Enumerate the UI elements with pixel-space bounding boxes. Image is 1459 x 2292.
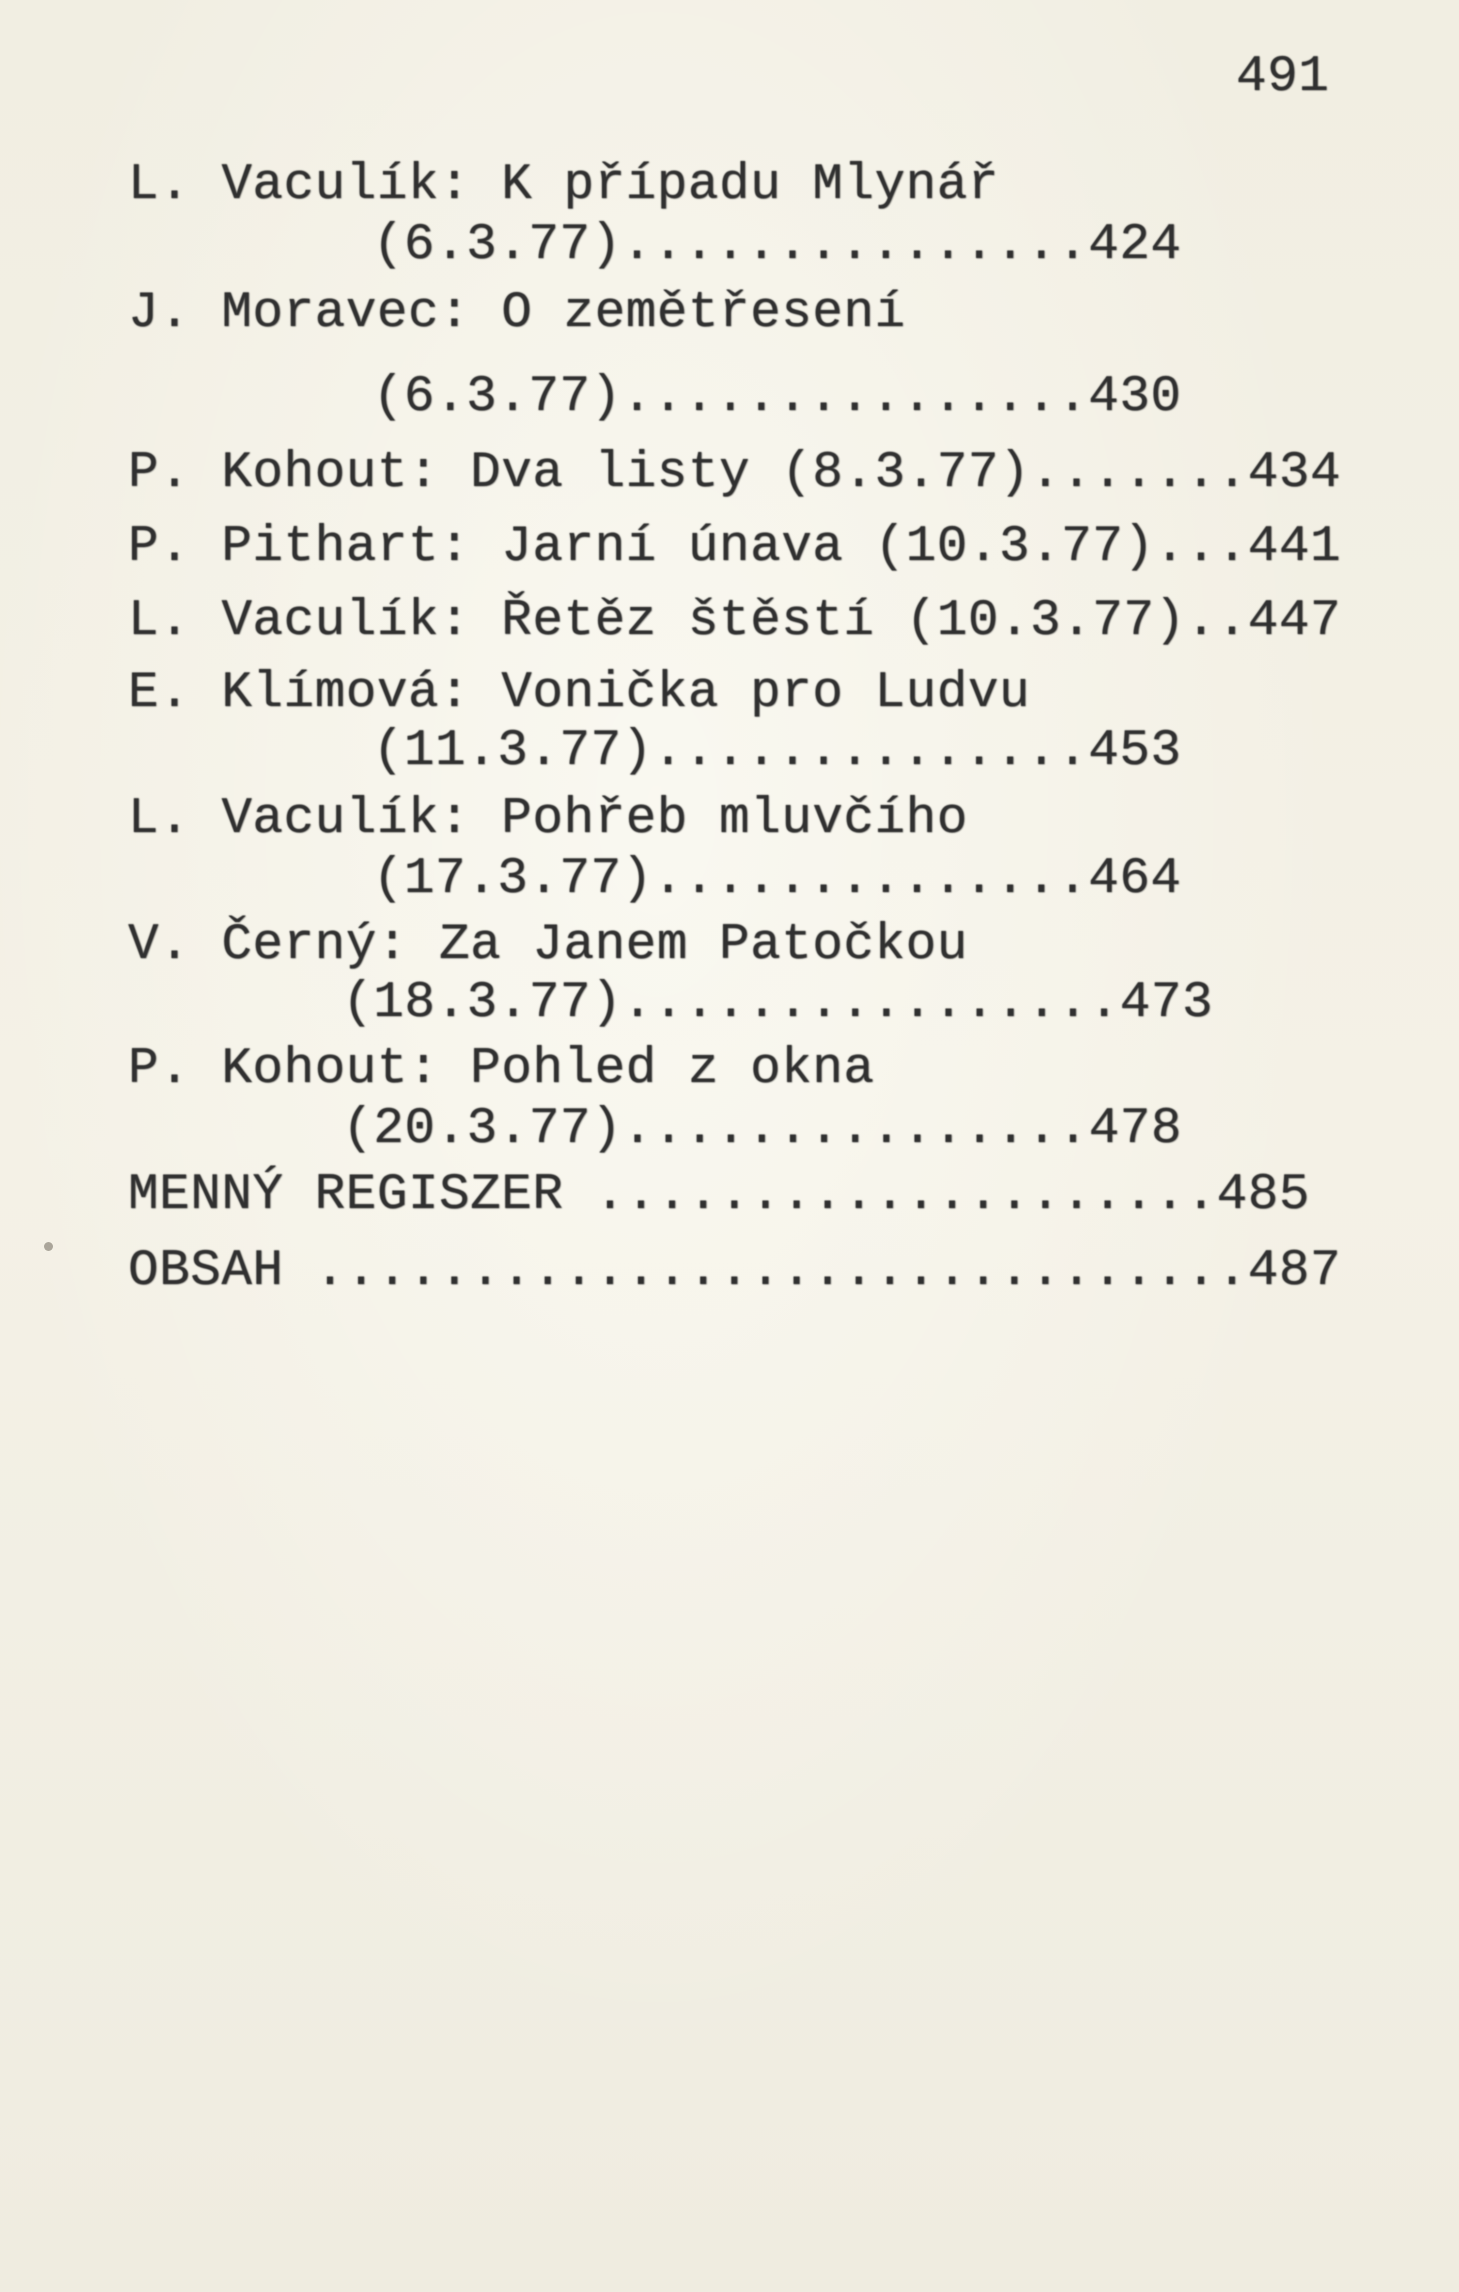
toc-line: (6.3.77)...............424	[372, 217, 1182, 274]
toc-line: MENNÝ REGISZER ....................485	[128, 1167, 1310, 1224]
toc-line: L. Vaculík: Řetěz štěstí (10.3.77)..447	[128, 593, 1342, 650]
toc-line: (18.3.77)................473	[342, 975, 1214, 1032]
toc-line: (20.3.77)...............478	[342, 1101, 1183, 1158]
toc-line: (6.3.77)...............430	[372, 369, 1182, 426]
page-number: 491	[1236, 49, 1330, 106]
toc-line: E. Klímová: Vonička pro Ludvu	[128, 665, 1031, 722]
toc-line: (17.3.77)..............464	[372, 851, 1182, 908]
toc-line: OBSAH ..............................487	[128, 1243, 1342, 1300]
toc-line: J. Moravec: O zemětřesení	[128, 285, 906, 342]
toc-line: (11.3.77)..............453	[372, 723, 1182, 780]
toc-line: P. Pithart: Jarní únava (10.3.77)...441	[128, 519, 1342, 576]
toc-line: P. Kohout: Pohled z okna	[128, 1041, 875, 1098]
toc-line: L. Vaculík: Pohřeb mluvčího	[128, 791, 968, 848]
toc-line: P. Kohout: Dva listy (8.3.77).......434	[128, 445, 1342, 502]
toc-line: L. Vaculík: K případu Mlynář	[128, 157, 999, 214]
paper-speck	[44, 1242, 53, 1251]
toc-line: V. Černý: Za Janem Patočkou	[128, 917, 968, 974]
